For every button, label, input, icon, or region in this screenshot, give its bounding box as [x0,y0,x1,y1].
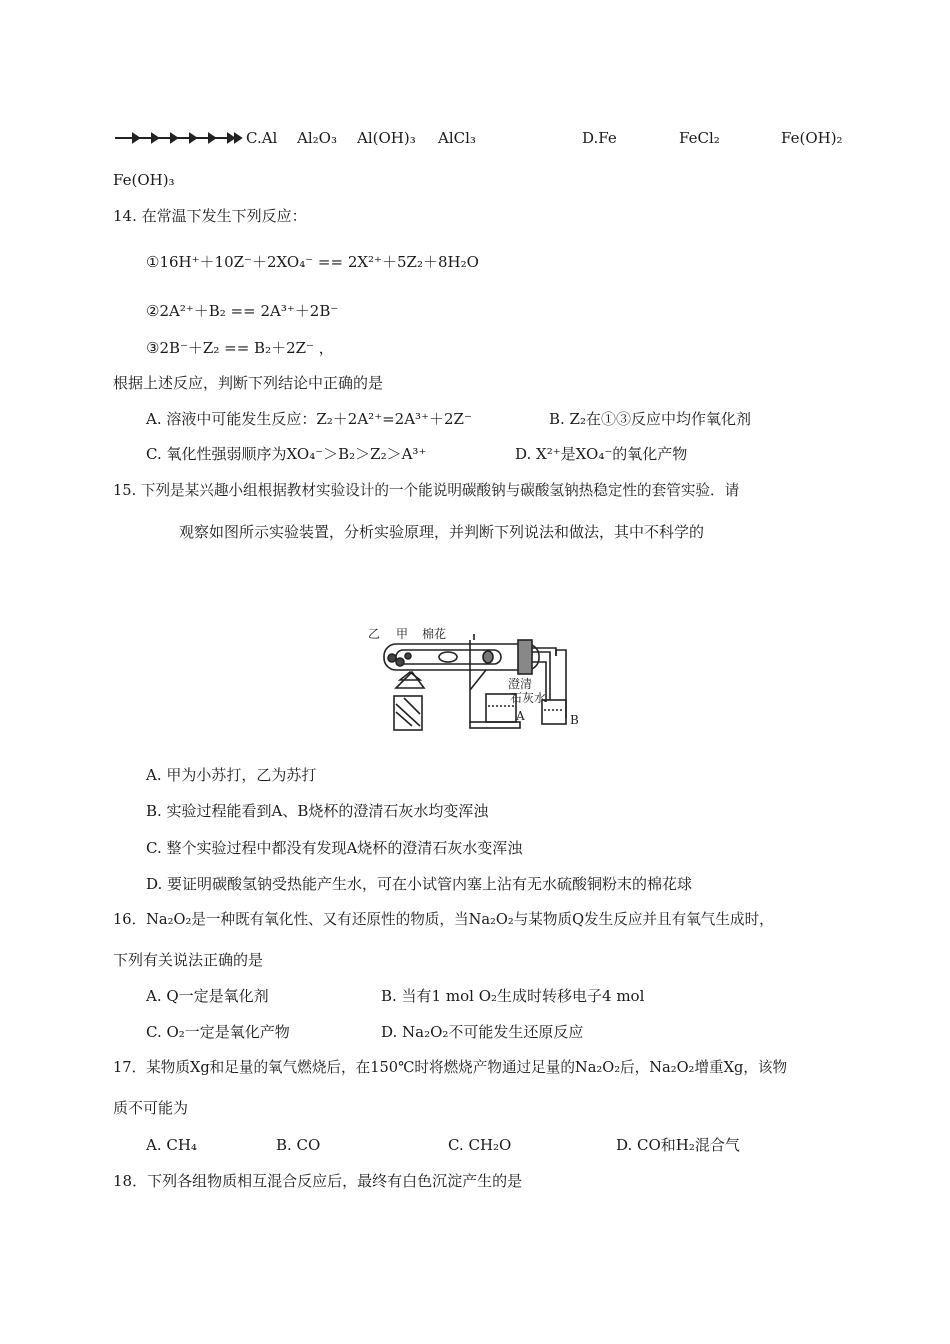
q14-prompt: 根据上述反应，判断下列结论中正确的是 [113,374,384,392]
q13-d-item-1: FeCl₂ [679,129,720,147]
label-chengqing: 澄清 [508,677,533,691]
label-jia: 甲 [396,627,409,641]
q16-option-a: A. Q一定是氧化剂 [146,987,269,1005]
q13-c-item-2: Al(OH)₃ [357,129,416,147]
label-a: A [516,709,525,723]
q14-option-a: A. 溶液中可能发生反应：Z₂＋2A²⁺=2A³⁺＋2Z⁻ [146,410,472,428]
arrow-chain [113,127,243,147]
q16-stem-line2: 下列有关说法正确的是 [113,951,264,969]
arrow-chain-icon [113,132,243,144]
q15-option-d: D. 要证明碳酸氢钠受热能产生水，可在小试管内塞上沾有无水硫酸铜粉末的棉花球 [146,875,693,893]
q15-stem-line1: 15. 下列是某兴趣小组根据教材实验设计的一个能说明碳酸钠与碳酸氢钠热稳定性的套管实验．请 [113,482,740,499]
q15-option-b: B. 实验过程能看到A、B烧杯的澄清石灰水均变浑浊 [146,802,489,820]
apparatus-figure [366,620,591,739]
q17-option-b: B. CO [276,1136,321,1154]
q13-c-item-1: Al₂O₃ [297,129,337,147]
q17-option-a: A. CH₄ [146,1136,197,1154]
label-shihuishui: 石灰水 [510,691,547,705]
q15-option-c: C. 整个实验过程中都没有发现A烧杯的澄清石灰水变浑浊 [146,839,523,857]
q18-stem: 18．下列各组物质相互混合反应后，最终有白色沉淀产生的是 [113,1172,523,1190]
q14-option-b: B. Z₂在①③反应中均作氧化剂 [549,410,751,428]
q17-stem-line2: 质不可能为 [113,1099,189,1117]
q16-option-c: C. O₂一定是氧化产物 [146,1023,290,1041]
q17-option-d: D. CO和H₂混合气 [616,1136,740,1154]
q13-option-d-label: D.Fe [582,129,617,147]
label-mianhua: 棉花 [422,627,447,641]
q17-option-c: C. CH₂O [448,1136,512,1154]
q14-reaction-2: ②2A²⁺＋B₂ == 2A³⁺＋2B⁻ [146,302,339,320]
q13-c-item-3: AlCl₃ [438,129,476,147]
label-b: B [570,713,579,727]
q15-stem-line2: 观察如图所示实验装置，分析实验原理，并判断下列说法和做法，其中不科学的 [179,523,705,541]
q16-stem-line1: 16．Na₂O₂是一种既有氧化性、又有还原性的物质，当Na₂O₂与某物质Q发生反应并且有氧气生成时， [113,911,774,928]
apparatus-diagram [366,620,591,735]
label-yi: 乙 [368,627,381,641]
q15-option-a: A. 甲为小苏打，乙为苏打 [146,766,317,784]
q13-d-item-last: Fe(OH)₃ [113,171,175,189]
q14-reaction-3: ③2B⁻＋Z₂ == B₂＋2Z⁻ ， [146,339,334,357]
q17-stem-line1: 17．某物质Xg和足量的氧气燃烧后，在150℃时将燃烧产物通过足量的Na₂O₂后，Na₂O₂增重Xg，该物 [113,1059,788,1076]
q14-option-d: D. X²⁺是XO₄⁻的氧化产物 [515,445,688,463]
q16-option-d: D. Na₂O₂不可能发生还原反应 [381,1023,584,1041]
q13-option-c-label: C.Al [246,129,278,147]
q13-d-item-2: Fe(OH)₂ [781,129,843,147]
q14-option-c: C. 氧化性强弱顺序为XO₄⁻＞B₂＞Z₂＞A³⁺ [146,445,427,463]
q16-option-b: B. 当有1 mol O₂生成时转移电子4 mol [381,987,645,1005]
q14-reaction-1: ①16H⁺＋10Z⁻＋2XO₄⁻ == 2X²⁺＋5Z₂＋8H₂O [146,253,479,271]
q14-stem: 14. 在常温下发生下列反应： [113,207,307,225]
